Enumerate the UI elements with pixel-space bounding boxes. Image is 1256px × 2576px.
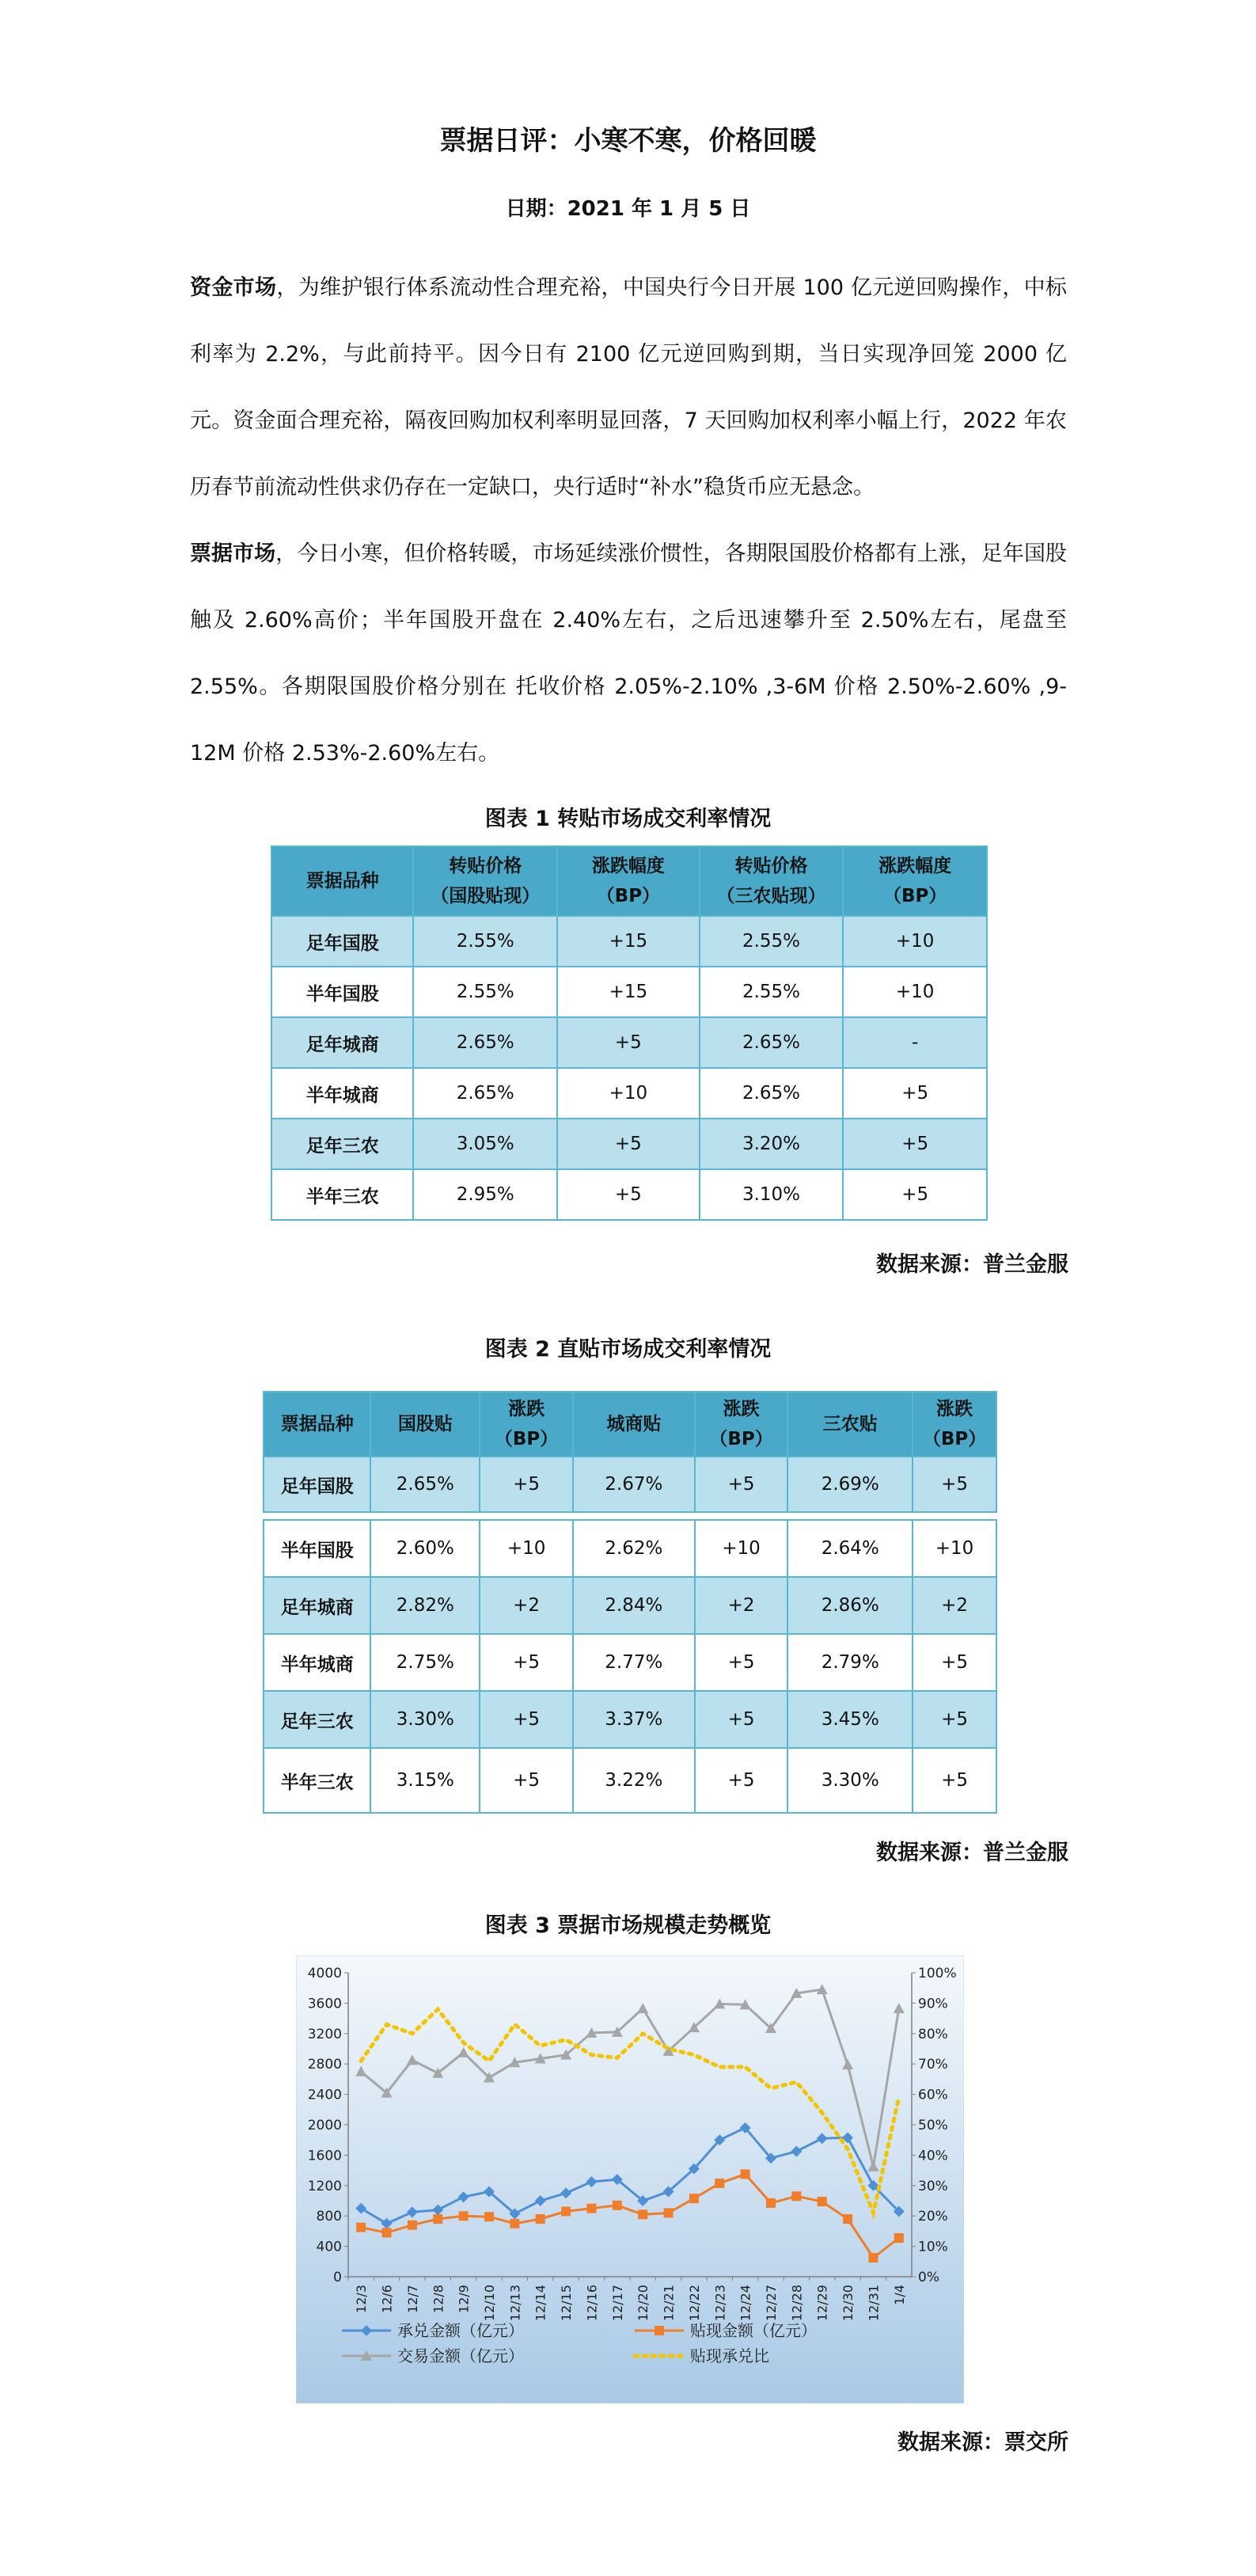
x-tick-label: 12/7 [404,2285,420,2313]
page-title: 票据日评：小寒不寒，价格回暖 [439,125,817,157]
table-cell: 半年国股 [271,967,413,1017]
table-cell: 3.22% [573,1748,695,1813]
y2-tick-label: 100% [918,1966,957,1981]
table1-header: 票据品种 [271,846,413,916]
x-tick-label: 12/27 [764,2285,779,2322]
data-point [664,2208,674,2217]
y-tick-label: 1600 [307,2148,342,2164]
table-cell: 2.64% [787,1520,913,1577]
x-tick-label: 12/30 [840,2285,856,2322]
table2-header: 票据品种 [264,1392,370,1457]
data-point [356,2223,366,2232]
table-cell: 2.86% [787,1577,913,1634]
table1-header-row [271,846,987,916]
data-point [638,2209,647,2219]
table-cell: +5 [480,1748,573,1813]
table-cell: 2.55% [700,967,844,1017]
table2-header: 涨跌 （BP） [480,1392,573,1457]
legend-label: 承兑金额（亿元） [397,2321,524,2340]
data-point [868,2253,878,2263]
table-cell: +5 [480,1457,573,1512]
x-tick-label: 12/10 [482,2285,497,2322]
x-tick-label: 12/13 [507,2285,523,2322]
table-cell: 足年城商 [264,1577,370,1634]
table-cell: +10 [557,1068,700,1119]
table-cell: 2.55% [413,916,557,967]
x-tick-label: 12/15 [559,2285,575,2322]
x-tick-label: 12/6 [379,2285,395,2313]
table-cell: 3.10% [700,1169,844,1220]
table-cell: +5 [557,1017,700,1068]
table-cell: +10 [843,967,987,1017]
x-tick-label: 12/24 [738,2285,753,2322]
x-tick-label: 12/31 [866,2285,882,2322]
legend-label: 交易金额（亿元） [397,2346,524,2365]
y2-tick-label: 20% [918,2209,948,2225]
y-tick-label: 2400 [307,2087,342,2103]
table-cell: - [843,1017,987,1068]
table2-header: 涨跌 （BP） [913,1392,996,1457]
legend-label: 贴现承兑比 [690,2346,769,2365]
y2-tick-label: 80% [918,2026,948,2042]
x-tick-label: 12/9 [456,2285,472,2313]
table-cell: 2.65% [700,1068,844,1119]
data-point [741,2169,750,2179]
table-cell: +15 [557,967,700,1017]
table-cell: 足年国股 [271,916,413,967]
table-cell: +10 [695,1520,788,1577]
table-cell: +5 [843,1068,987,1119]
table-cell: 3.30% [787,1748,913,1813]
y-tick-label: 2000 [307,2118,342,2133]
y2-tick-label: 70% [918,2057,948,2073]
chart-container [296,1955,964,2403]
x-tick-label: 12/23 [712,2285,728,2322]
table-cell: 足年城商 [271,1017,413,1068]
chart-source: 数据来源：票交所 [897,2430,1068,2455]
y-tick-label: 0 [333,2270,342,2285]
table-cell: 足年三农 [271,1119,413,1169]
table-cell: +5 [695,1748,788,1813]
chart-background [296,1955,964,2403]
table-cell: 半年城商 [264,1634,370,1691]
data-point [894,2233,904,2243]
x-tick-label: 12/20 [636,2285,651,2322]
y2-tick-label: 0% [918,2270,939,2285]
table2-source: 数据来源：普兰金服 [876,1841,1068,1865]
table1-caption: 图表 1 转贴市场成交利率情况 [484,807,772,831]
table-cell: +5 [913,1457,996,1512]
table-cell: 2.65% [413,1017,557,1068]
data-point [510,2219,519,2228]
table-cell: 2.55% [413,967,557,1017]
paragraph-funds-market [190,255,1067,521]
table-cell: +5 [480,1691,573,1748]
table2-caption: 图表 2 直贴市场成交利率情况 [484,1337,772,1362]
table-cell: +5 [913,1691,996,1748]
table-cell: 足年三农 [264,1691,370,1748]
table-row [264,1577,996,1634]
table-cell: +10 [480,1520,573,1577]
table2-header: 国股贴 [370,1392,480,1457]
x-tick-label: 12/22 [686,2285,702,2322]
table-cell: +2 [695,1577,788,1634]
paragraph-bill-market [190,521,1067,787]
table-cell: 2.75% [370,1634,480,1691]
table-cell: +15 [557,916,700,967]
data-point [459,2211,469,2221]
table1-header: 涨跌幅度 （BP） [557,846,700,916]
table-cell: 2.62% [573,1520,695,1577]
table2-header: 三农贴 [787,1392,913,1457]
table-cell: 半年三农 [271,1169,413,1220]
x-tick-label: 12/14 [533,2285,548,2322]
data-point [382,2228,392,2237]
data-point [586,2204,596,2213]
y-tick-label: 3200 [307,2026,342,2042]
x-tick-label: 12/8 [431,2285,446,2313]
y-tick-label: 3600 [307,1996,342,2012]
x-tick-label: 12/29 [814,2285,830,2322]
table1-header: 转贴价格 （三农贴现） [700,846,844,916]
table-cell: 3.37% [573,1691,695,1748]
paragraph-body: ，今日小寒，但价格转暖，市场延续涨价惯性，各期限国股价格都有上涨，足年国股触及 2.60%高价；半年国股开盘在 2.40%左右，之后迅速攀升至 2.50%左右，尾盘至 2.55%。各期限国股价格分别在 托收价格 2.05%-2.10% ,3-6M 价格 2.50%-2.60% ,9-12M 价格 2.53%-2.60%左右。 [190,541,1068,766]
paragraph-lead: 票据市场 [190,541,276,566]
chart-svg [296,1955,964,2403]
table-row [271,1068,987,1119]
data-point [766,2198,776,2208]
table-cell: 2.79% [787,1634,913,1691]
y2-tick-label: 90% [918,1996,948,2012]
table-cell: +10 [913,1520,996,1577]
data-point [536,2214,545,2224]
y2-tick-label: 10% [918,2239,948,2255]
data-point [561,2206,571,2216]
y-tick-label: 2800 [307,2057,342,2073]
table-cell: +5 [695,1457,788,1512]
table-row [271,1119,987,1169]
table-cell: 2.65% [700,1017,844,1068]
x-tick-label: 12/3 [354,2285,370,2313]
table-row [264,1634,996,1691]
data-point [613,2201,622,2210]
report-date: 日期：2021 年 1 月 5 日 [505,197,751,221]
table-cell: 2.82% [370,1577,480,1634]
table-cell: +5 [557,1119,700,1169]
table-cell: +5 [695,1634,788,1691]
paragraph-body: ，为维护银行体系流动性合理充裕，中国央行今日开展 100 亿元逆回购操作，中标利率为 2.2%，与此前持平。因今日有 2100 亿元逆回购到期，当日实现净回笼 2000 亿元。资金面合理充裕，隔夜回购加权利率明显回落，7 天回购加权利率小幅上行，2022 年农历春节前流动性供求仍存在一定缺口，央行适时“补水”稳货币应无悬念。 [190,275,1068,500]
table-cell: +2 [480,1577,573,1634]
legend-marker [655,2326,664,2335]
y2-tick-label: 30% [918,2178,948,2194]
chart-caption: 图表 3 票据市场规模走势概览 [484,1913,772,1938]
paragraph-lead: 资金市场 [190,275,277,300]
y-tick-label: 1200 [307,2178,342,2194]
data-point [791,2191,801,2201]
table2-header-row [264,1392,996,1457]
data-point [689,2194,699,2203]
table-spacer [264,1512,996,1520]
table-cell: 2.84% [573,1577,695,1634]
table-row [264,1457,996,1512]
x-tick-label: 12/17 [609,2285,625,2322]
table-cell: 半年城商 [271,1068,413,1119]
table-cell: 3.15% [370,1748,480,1813]
data-point [408,2221,417,2230]
table-cell: 2.77% [573,1634,695,1691]
table-cell: +5 [557,1169,700,1220]
table-cell: +10 [843,916,987,967]
table-cell: 2.55% [700,916,844,967]
table-cell: 2.67% [573,1457,695,1512]
table-cell: 2.60% [370,1520,480,1577]
legend-label: 贴现金额（亿元） [690,2321,817,2340]
table-cell: 半年国股 [264,1520,370,1577]
table-cell: 3.30% [370,1691,480,1748]
table-cell: +5 [695,1691,788,1748]
table-cell: +5 [913,1748,996,1813]
table-cell: +5 [843,1169,987,1220]
table1-header: 转贴价格 （国股贴现） [413,846,557,916]
table2 [263,1391,997,1814]
table-row [264,1691,996,1748]
x-tick-label: 1/4 [891,2285,907,2305]
x-tick-label: 12/28 [789,2285,805,2322]
table2-header: 涨跌 （BP） [695,1392,788,1457]
table-cell: 足年国股 [264,1457,370,1512]
table-cell: +5 [843,1119,987,1169]
table-cell: +5 [480,1634,573,1691]
table-cell: 2.65% [413,1068,557,1119]
data-point [843,2214,852,2224]
y2-tick-label: 50% [918,2118,948,2133]
table-row [264,1520,996,1577]
table-row [271,916,987,967]
table-cell: +5 [913,1634,996,1691]
table-cell: 2.95% [413,1169,557,1220]
table-cell: 半年三农 [264,1748,370,1813]
table-row [271,1169,987,1220]
table2-header: 城商贴 [573,1392,695,1457]
table-cell: 3.45% [787,1691,913,1748]
table-cell: 2.65% [370,1457,480,1512]
x-tick-label: 12/21 [661,2285,677,2322]
table-cell: +2 [913,1577,996,1634]
table-row [271,1017,987,1068]
table-cell: 3.20% [700,1119,844,1169]
table1 [271,845,988,1221]
table1-header: 涨跌幅度 （BP） [843,846,987,916]
y-tick-label: 800 [316,2209,342,2225]
x-tick-label: 12/16 [584,2285,600,2322]
table-row [264,1748,996,1813]
table-cell: 2.69% [787,1457,913,1512]
data-point [484,2212,494,2221]
y-tick-label: 400 [316,2239,342,2255]
data-point [818,2197,827,2206]
y-tick-label: 4000 [307,1966,342,1981]
table-cell: 3.05% [413,1119,557,1169]
table1-source: 数据来源：普兰金服 [876,1252,1068,1277]
y2-tick-label: 60% [918,2087,948,2103]
data-point [715,2179,724,2188]
y2-tick-label: 40% [918,2148,948,2164]
table-row [271,967,987,1017]
data-point [433,2214,442,2224]
